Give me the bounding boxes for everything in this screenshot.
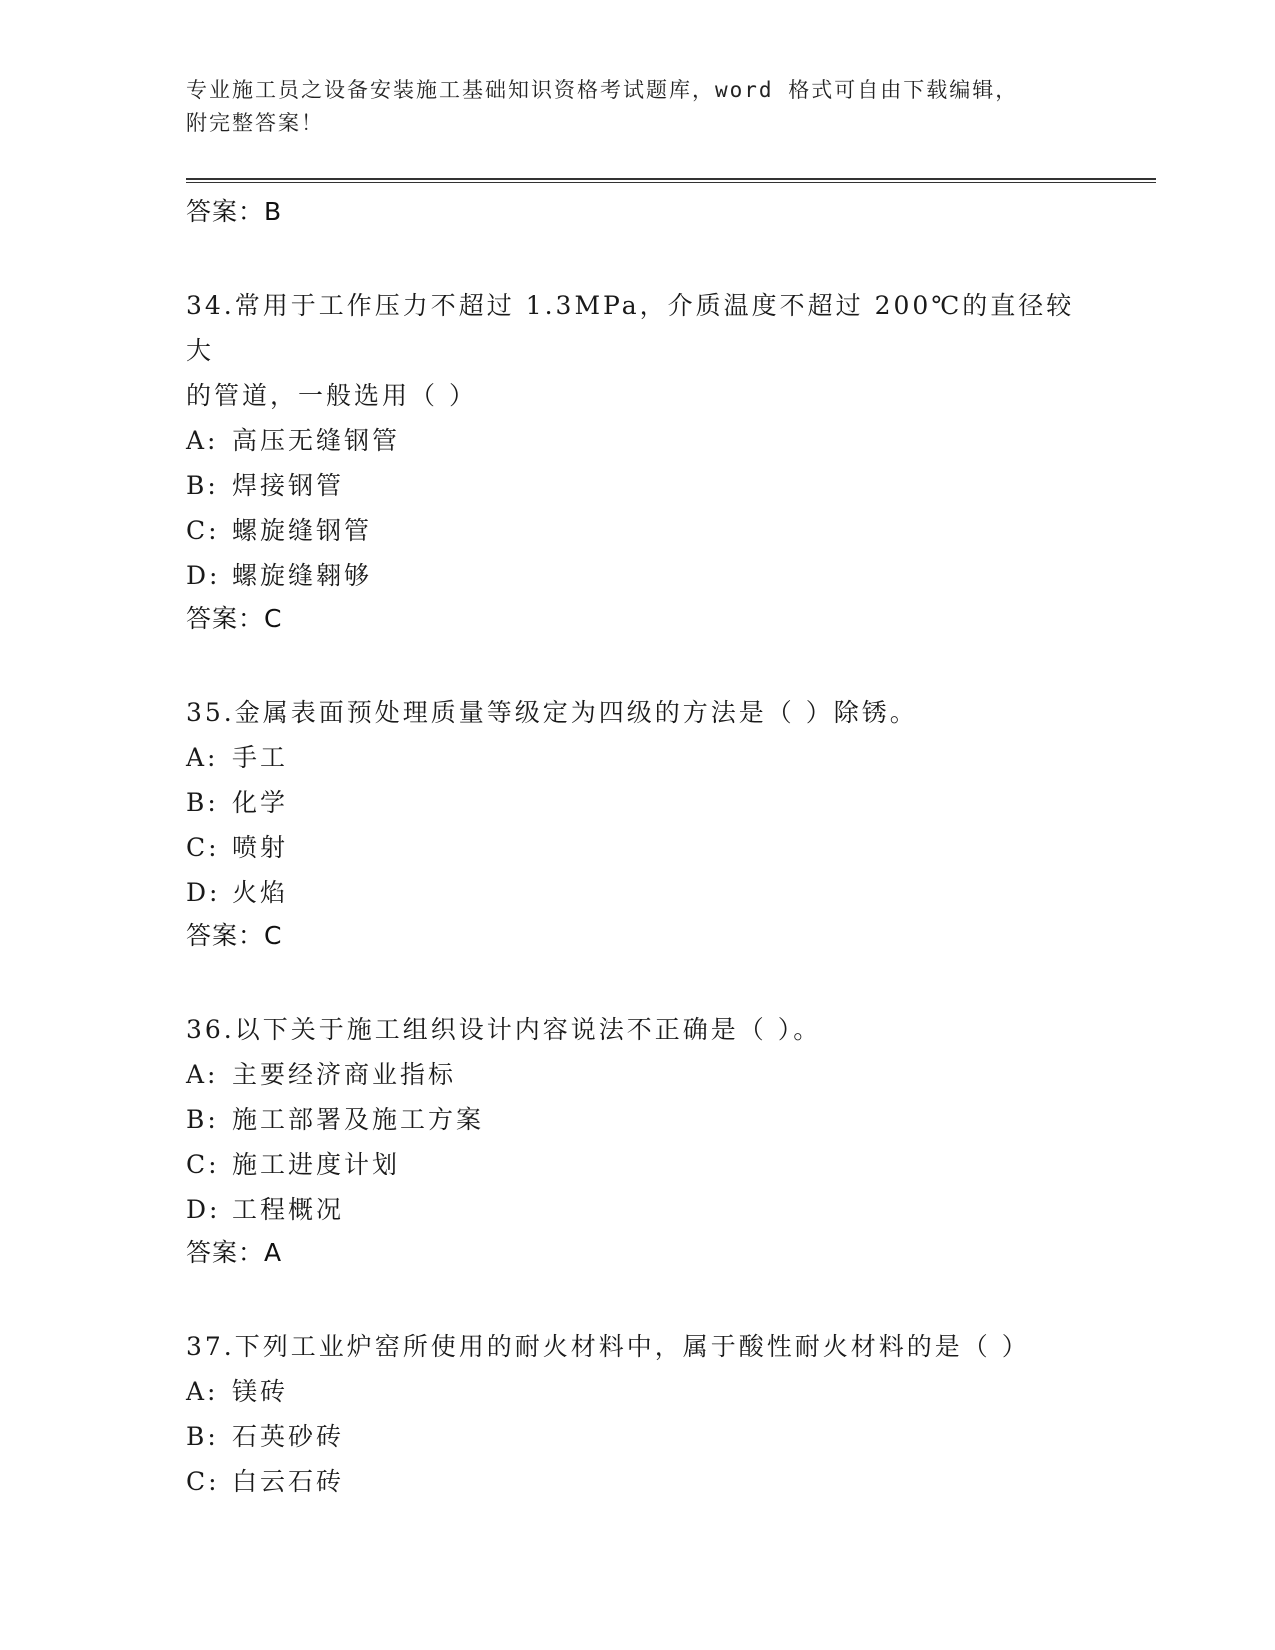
option-letter: C: bbox=[186, 516, 220, 545]
question-36-option-d bbox=[186, 1187, 1086, 1232]
option-letter: D: bbox=[186, 561, 221, 590]
question-35-answer: 答案：C bbox=[186, 921, 283, 950]
option-letter: D: bbox=[186, 1195, 221, 1224]
question-35 bbox=[186, 690, 1086, 957]
option-letter: B: bbox=[186, 471, 219, 500]
question-36-answer: 答案：A bbox=[186, 1238, 283, 1267]
option-text: 手工 bbox=[232, 743, 289, 772]
header-line-1: 专业施工员之设备安装施工基础知识资格考试题库，word 格式可自由下载编辑， bbox=[186, 78, 1019, 102]
spacer bbox=[186, 640, 1086, 690]
option-text: 焊接钢管 bbox=[232, 471, 345, 500]
question-34-option-a bbox=[186, 418, 1086, 463]
option-letter: C: bbox=[186, 1467, 220, 1496]
option-text: 施工部署及施工方案 bbox=[232, 1105, 485, 1134]
question-34-text bbox=[186, 283, 1086, 418]
option-text: 主要经济商业指标 bbox=[232, 1060, 457, 1089]
question-list bbox=[186, 191, 1086, 1504]
question-36-option-a bbox=[186, 1052, 1086, 1097]
question-35-option-d bbox=[186, 870, 1086, 915]
question-34-option-d bbox=[186, 553, 1086, 598]
question-37-text bbox=[186, 1324, 1086, 1369]
document-header bbox=[186, 74, 1086, 140]
question-34-answer: 答案：C bbox=[186, 604, 283, 633]
header-line-2: 附完整答案！ bbox=[186, 111, 324, 135]
option-letter: A: bbox=[186, 426, 219, 455]
question-37-option-a bbox=[186, 1369, 1086, 1414]
option-text: 白云石砖 bbox=[232, 1467, 345, 1496]
question-34-line-2: 的管道，一般选用（ ） bbox=[186, 381, 477, 410]
question-37-option-c bbox=[186, 1459, 1086, 1504]
option-letter: B: bbox=[186, 1422, 219, 1451]
spacer bbox=[186, 1274, 1086, 1324]
question-36-option-b bbox=[186, 1097, 1086, 1142]
question-36 bbox=[186, 1007, 1086, 1274]
question-35-option-a bbox=[186, 735, 1086, 780]
question-35-line-1: 35.金属表面预处理质量等级定为四级的方法是（ ）除锈。 bbox=[186, 698, 918, 727]
question-36-text bbox=[186, 1007, 1086, 1052]
question-34-option-b bbox=[186, 463, 1086, 508]
option-text: 喷射 bbox=[232, 833, 289, 862]
option-text: 火焰 bbox=[232, 878, 289, 907]
question-35-option-b bbox=[186, 780, 1086, 825]
option-text: 施工进度计划 bbox=[232, 1150, 401, 1179]
option-text: 石英砂砖 bbox=[232, 1422, 345, 1451]
question-37 bbox=[186, 1324, 1086, 1504]
option-letter: C: bbox=[186, 833, 220, 862]
question-34 bbox=[186, 283, 1086, 640]
option-text: 高压无缝钢管 bbox=[232, 426, 401, 455]
question-36-option-c bbox=[186, 1142, 1086, 1187]
option-text: 镁砖 bbox=[232, 1377, 289, 1406]
option-letter: A: bbox=[186, 743, 219, 772]
option-text: 工程概况 bbox=[232, 1195, 345, 1224]
question-34-option-c bbox=[186, 508, 1086, 553]
question-36-line-1: 36.以下关于施工组织设计内容说法不正确是（ ）。 bbox=[186, 1015, 822, 1044]
question-37-line-1: 37.下列工业炉窑所使用的耐火材料中，属于酸性耐火材料的是（ ） bbox=[186, 1332, 1030, 1361]
option-text: 螺旋缝翱够 bbox=[232, 561, 373, 590]
option-letter: B: bbox=[186, 1105, 219, 1134]
answer-prev: 答案：B bbox=[186, 197, 283, 226]
header-divider bbox=[186, 178, 1156, 183]
option-text: 化学 bbox=[232, 788, 289, 817]
question-34-line-1: 34.常用于工作压力不超过 1.3MPa，介质温度不超过 200℃的直径较大 bbox=[186, 291, 1075, 365]
option-text: 螺旋缝钢管 bbox=[232, 516, 373, 545]
option-letter: C: bbox=[186, 1150, 220, 1179]
question-35-option-c bbox=[186, 825, 1086, 870]
spacer bbox=[186, 233, 1086, 283]
spacer bbox=[186, 957, 1086, 1007]
question-37-option-b bbox=[186, 1414, 1086, 1459]
option-letter: A: bbox=[186, 1377, 219, 1406]
option-letter: A: bbox=[186, 1060, 219, 1089]
option-letter: B: bbox=[186, 788, 219, 817]
option-letter: D: bbox=[186, 878, 221, 907]
question-35-text bbox=[186, 690, 1086, 735]
